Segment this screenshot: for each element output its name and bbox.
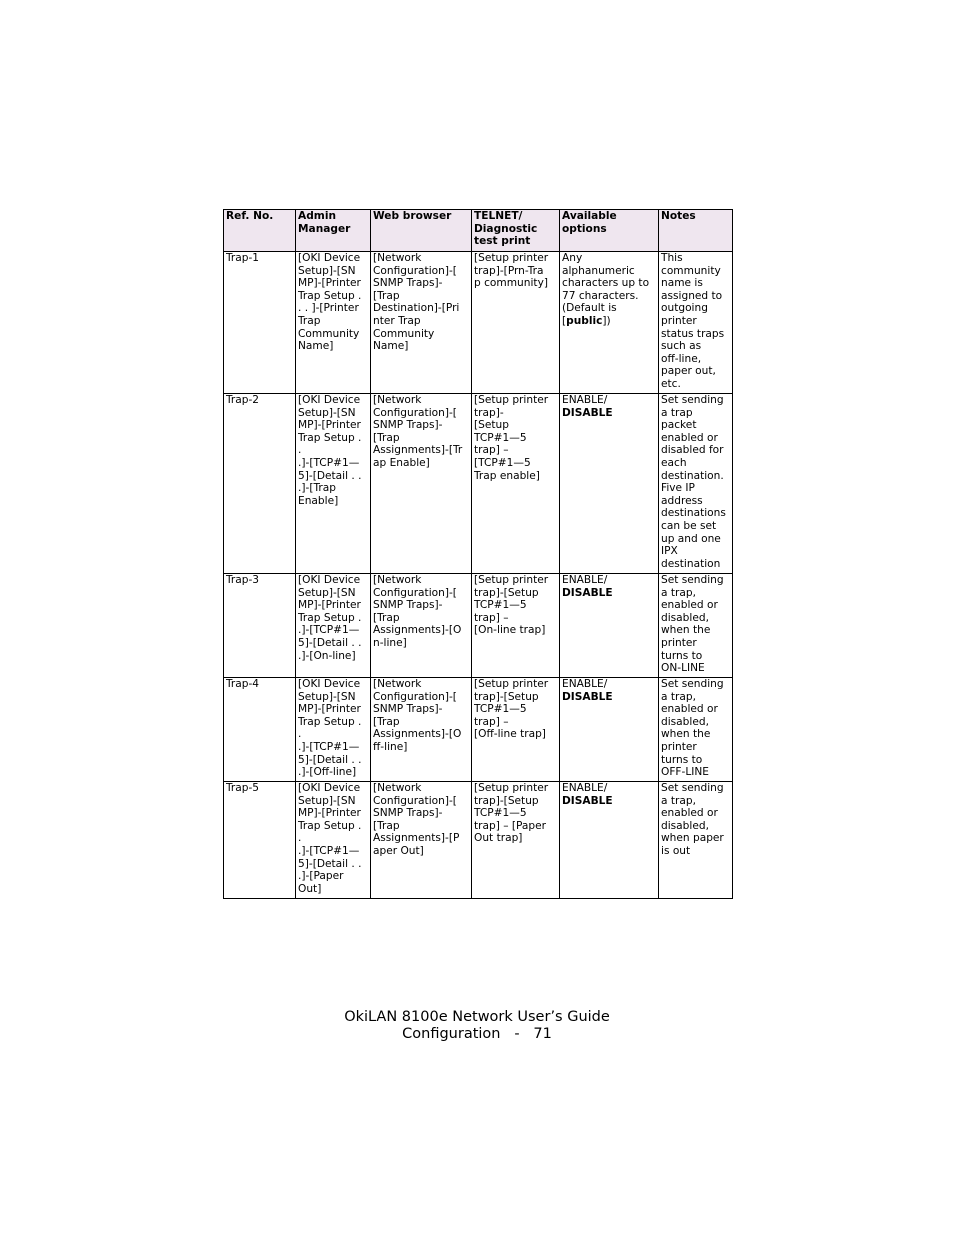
cell-line: [OKI Device xyxy=(298,574,361,586)
cell-line: Assignments]-[O xyxy=(373,624,462,637)
cell-notes xyxy=(659,252,733,394)
column-header-notes xyxy=(659,210,733,252)
cell-telnet-diagnostic xyxy=(472,678,560,782)
cell-available-options xyxy=(560,394,659,574)
table-row xyxy=(224,782,733,899)
cell-line: Trap-3 xyxy=(226,574,260,586)
cell-line xyxy=(562,265,656,278)
cell-line: Five IP xyxy=(661,482,695,495)
cell-line: up and one xyxy=(661,532,721,545)
cell-line: [Setup printer xyxy=(474,574,549,586)
cell-line: [OKI Device xyxy=(298,782,361,794)
cell-line: Enable] xyxy=(298,494,339,507)
table-body xyxy=(224,252,733,899)
cell-line: MP]-[Printer xyxy=(298,419,361,432)
cell-line: can be set xyxy=(661,519,717,532)
cell-line: [Setup printer xyxy=(474,678,549,690)
cell-line: trap]-[Prn-Tra xyxy=(474,264,544,277)
cell-line xyxy=(562,394,656,407)
cell-line: turns to xyxy=(661,649,703,662)
cell-web-browser xyxy=(371,678,472,782)
cell-line: name is xyxy=(661,277,703,290)
cell-line: Trap Setup . xyxy=(298,819,362,832)
cell-line: [OKI Device xyxy=(298,678,361,690)
cell-line: 5]-[Detail . . xyxy=(298,753,362,766)
cell-ref-no xyxy=(224,782,296,899)
cell-line: disabled, xyxy=(661,715,709,728)
cell-line: 5]-[Detail . . xyxy=(298,469,362,482)
footer-title: OkiLAN 8100e Network User’s Guide xyxy=(344,1009,610,1025)
cell-line: [Network xyxy=(373,678,422,690)
cell-line: n-line] xyxy=(373,636,407,649)
cell-text: characters up to xyxy=(562,277,650,290)
cell-line: .]-[Off-line] xyxy=(298,766,357,779)
cell-line: IPX xyxy=(661,545,678,558)
cell-line: [Trap xyxy=(373,611,400,624)
cell-line: [OKI Device xyxy=(298,252,361,264)
cell-notes xyxy=(659,574,733,678)
cell-line: .]-[Trap xyxy=(298,482,336,495)
cell-line: packet xyxy=(661,419,697,432)
cell-line: trap]-[Setup xyxy=(474,794,539,807)
cell-line: MP]-[Printer xyxy=(298,703,361,716)
cell-line: [OKI Device xyxy=(298,394,361,406)
cell-line: MP]-[Printer xyxy=(298,599,361,612)
column-header-line: Web browser xyxy=(373,210,452,222)
cell-web-browser xyxy=(371,394,472,574)
cell-line: Trap-5 xyxy=(226,782,260,794)
column-header-line: TELNET/ xyxy=(474,210,523,222)
cell-telnet-diagnostic xyxy=(472,574,560,678)
table-row xyxy=(224,678,733,782)
cell-line xyxy=(562,678,656,691)
cell-line: [Trap xyxy=(373,289,400,302)
table-header-row xyxy=(224,210,733,252)
cell-line: Assignments]-[P xyxy=(373,832,460,845)
cell-line: [Setup printer xyxy=(474,394,549,406)
cell-line: ON-LINE xyxy=(661,662,705,675)
cell-line: off-line, xyxy=(661,352,702,365)
cell-line: Setup]-[SN xyxy=(298,406,356,419)
cell-line: enabled or xyxy=(661,599,718,612)
cell-line: a trap, xyxy=(661,586,696,599)
cell-line: [Network xyxy=(373,782,422,794)
cell-line xyxy=(562,782,656,795)
cell-telnet-diagnostic xyxy=(472,782,560,899)
cell-line: Name] xyxy=(298,340,334,353)
cell-line: disabled, xyxy=(661,819,709,832)
cell-notes xyxy=(659,678,733,782)
cell-line: Assignments]-[O xyxy=(373,728,462,741)
cell-admin-manager xyxy=(296,394,371,574)
cell-line: Trap-1 xyxy=(226,252,260,264)
cell-line: trap]-[Setup xyxy=(474,690,539,703)
cell-line: Set sending xyxy=(661,782,724,794)
cell-line: .]-[On-line] xyxy=(298,649,356,662)
cell-line: . . ]-[Printer xyxy=(298,302,359,315)
cell-line: Community xyxy=(298,327,360,340)
cell-line: Trap-2 xyxy=(226,394,260,406)
cell-line: Out trap] xyxy=(474,832,523,845)
column-header-web-browser xyxy=(371,210,472,252)
column-header-available-options xyxy=(560,210,659,252)
cell-line: Community xyxy=(373,327,435,340)
cell-ref-no xyxy=(224,394,296,574)
cell-admin-manager xyxy=(296,252,371,394)
cell-line: SNMP Traps]- xyxy=(373,599,443,612)
cell-line: when the xyxy=(661,728,711,741)
cell-line xyxy=(562,252,656,265)
column-header-line: Ref. No. xyxy=(226,210,274,222)
cell-line: 5]-[Detail . . xyxy=(298,636,362,649)
column-header-admin-manager xyxy=(296,210,371,252)
cell-notes xyxy=(659,782,733,899)
cell-line: Trap xyxy=(298,314,321,327)
cell-line: Configuration]-[ xyxy=(373,406,457,419)
cell-line: .]-[TCP#1— xyxy=(298,624,360,637)
cell-available-options xyxy=(560,782,659,899)
cell-line: .]-[TCP#1— xyxy=(298,456,360,469)
cell-text: alphanumeric xyxy=(562,264,635,277)
cell-line: Trap enable] xyxy=(474,469,540,482)
column-header-line: Diagnostic xyxy=(474,222,538,235)
cell-line: assigned to xyxy=(661,289,723,302)
table-row xyxy=(224,252,733,394)
cell-web-browser xyxy=(371,782,472,899)
cell-line: community xyxy=(661,264,721,277)
cell-line: .]-[TCP#1— xyxy=(298,740,360,753)
table-row xyxy=(224,574,733,678)
cell-line: ap Enable] xyxy=(373,456,430,469)
cell-line: paper out, xyxy=(661,365,716,378)
cell-line: a trap xyxy=(661,406,693,419)
cell-line: Configuration]-[ xyxy=(373,586,457,599)
cell-line: Setup]-[SN xyxy=(298,690,356,703)
cell-telnet-diagnostic xyxy=(472,394,560,574)
cell-line: Set sending xyxy=(661,394,724,406)
cell-line: disabled for xyxy=(661,444,724,457)
cell-line: Setup]-[SN xyxy=(298,794,356,807)
cell-line: . xyxy=(298,444,302,457)
cell-ref-no xyxy=(224,252,296,394)
cell-line: Setup]-[SN xyxy=(298,264,356,277)
cell-line xyxy=(562,795,656,808)
cell-line: Assignments]-[Tr xyxy=(373,444,463,457)
cell-line: .]-[Paper xyxy=(298,870,344,883)
cell-line: TCP#1—5 xyxy=(474,807,527,820)
cell-web-browser xyxy=(371,252,472,394)
cell-admin-manager xyxy=(296,782,371,899)
cell-line: turns to xyxy=(661,753,703,766)
column-header-line: test print xyxy=(474,235,531,248)
cell-line: Trap Setup . xyxy=(298,715,362,728)
cell-line: TCP#1—5 xyxy=(474,599,527,612)
cell-line: status traps xyxy=(661,327,725,340)
cell-line: outgoing xyxy=(661,302,708,315)
cell-line: TCP#1—5 xyxy=(474,703,527,716)
cell-text-bold: DISABLE xyxy=(562,794,613,807)
cell-line: enabled or xyxy=(661,807,718,820)
cell-admin-manager xyxy=(296,574,371,678)
cell-line: Trap Setup . xyxy=(298,611,362,624)
cell-line: destination xyxy=(661,557,721,570)
cell-text: ]) xyxy=(602,314,611,327)
cell-text: ENABLE/ xyxy=(562,678,608,690)
column-header-ref-no xyxy=(224,210,296,252)
cell-line: SNMP Traps]- xyxy=(373,419,443,432)
cell-line: trap] – xyxy=(474,715,509,728)
cell-line: Set sending xyxy=(661,574,724,586)
cell-text-bold: DISABLE xyxy=(562,406,613,419)
cell-line xyxy=(562,290,656,303)
cell-line: Out] xyxy=(298,882,322,895)
column-header-line: Manager xyxy=(298,222,351,235)
cell-line xyxy=(562,691,656,704)
cell-line: trap] – [Paper xyxy=(474,819,547,832)
cell-line: printer xyxy=(661,740,697,753)
cell-line: [Off-line trap] xyxy=(474,728,546,741)
cell-line xyxy=(562,277,656,290)
cell-line: printer xyxy=(661,314,697,327)
cell-line: address xyxy=(661,494,703,507)
cell-line: This xyxy=(661,252,683,264)
column-header-line: Available xyxy=(562,210,617,222)
cell-line xyxy=(562,315,656,328)
cell-line xyxy=(562,587,656,600)
column-header-line: Admin xyxy=(298,210,336,222)
cell-line: etc. xyxy=(661,377,681,390)
cell-line: [Network xyxy=(373,574,422,586)
cell-text: Any xyxy=(562,252,583,264)
cell-line: trap] – xyxy=(474,444,509,457)
cell-text-bold: DISABLE xyxy=(562,586,613,599)
cell-line: . xyxy=(298,728,302,741)
cell-text: ENABLE/ xyxy=(562,782,608,794)
cell-line: trap] – xyxy=(474,611,509,624)
cell-telnet-diagnostic xyxy=(472,252,560,394)
cell-line: [On-line trap] xyxy=(474,624,546,637)
cell-line: Setup]-[SN xyxy=(298,586,356,599)
cell-line: enabled or xyxy=(661,431,718,444)
cell-line: a trap, xyxy=(661,690,696,703)
cell-ref-no xyxy=(224,678,296,782)
cell-available-options xyxy=(560,574,659,678)
cell-line: trap]-[Setup xyxy=(474,586,539,599)
cell-line xyxy=(562,574,656,587)
cell-line: [Network xyxy=(373,394,422,406)
cell-line: such as xyxy=(661,340,702,353)
cell-line: 5]-[Detail . . xyxy=(298,857,362,870)
cell-line: Set sending xyxy=(661,678,724,690)
cell-line: Name] xyxy=(373,340,409,353)
cell-notes xyxy=(659,394,733,574)
cell-line: [Setup printer xyxy=(474,782,549,794)
cell-line: is out xyxy=(661,844,691,857)
cell-line: [TCP#1—5 xyxy=(474,456,531,469)
cell-line: Configuration]-[ xyxy=(373,690,457,703)
cell-line: trap]- xyxy=(474,406,504,419)
column-header-telnet-diagnostic xyxy=(472,210,560,252)
cell-line: a trap, xyxy=(661,794,696,807)
cell-line: [Setup printer xyxy=(474,252,549,264)
cell-text: ENABLE/ xyxy=(562,394,608,406)
cell-line: [Trap xyxy=(373,819,400,832)
cell-text: 77 characters. xyxy=(562,289,639,302)
cell-line: destinations xyxy=(661,507,726,520)
trap-settings-table xyxy=(223,209,733,899)
footer-page-number: Configuration - 71 xyxy=(402,1026,552,1042)
cell-available-options xyxy=(560,252,659,394)
cell-line: enabled or xyxy=(661,703,718,716)
cell-line: MP]-[Printer xyxy=(298,807,361,820)
cell-line: destination. xyxy=(661,469,724,482)
table-row xyxy=(224,394,733,574)
cell-line: aper Out] xyxy=(373,844,424,857)
cell-text: [ xyxy=(562,314,567,327)
cell-line: [Setup xyxy=(474,419,509,432)
cell-line: [Trap xyxy=(373,431,400,444)
cell-line: . xyxy=(298,832,302,845)
cell-text-bold: DISABLE xyxy=(562,690,613,703)
cell-line: [Trap xyxy=(373,715,400,728)
cell-line: .]-[TCP#1— xyxy=(298,844,360,857)
cell-line: Destination]-[Pri xyxy=(373,302,460,315)
cell-line: SNMP Traps]- xyxy=(373,703,443,716)
cell-line: nter Trap xyxy=(373,314,421,327)
cell-line: disabled, xyxy=(661,611,709,624)
cell-line: Trap Setup . xyxy=(298,289,362,302)
cell-line: [Network xyxy=(373,252,422,264)
cell-line: SNMP Traps]- xyxy=(373,807,443,820)
column-header-line: options xyxy=(562,222,607,235)
cell-admin-manager xyxy=(296,678,371,782)
cell-line: each xyxy=(661,456,687,469)
cell-line: Configuration]-[ xyxy=(373,264,457,277)
cell-line: TCP#1—5 xyxy=(474,431,527,444)
cell-text-bold: public xyxy=(566,314,603,327)
cell-line: printer xyxy=(661,636,697,649)
cell-line: MP]-[Printer xyxy=(298,277,361,290)
cell-line: Configuration]-[ xyxy=(373,794,457,807)
column-header-line: Notes xyxy=(661,210,696,222)
cell-line: when paper xyxy=(661,832,724,845)
cell-ref-no xyxy=(224,574,296,678)
cell-line: ff-line] xyxy=(373,740,408,753)
cell-line: when the xyxy=(661,624,711,637)
cell-line xyxy=(562,302,656,315)
cell-line: SNMP Traps]- xyxy=(373,277,443,290)
cell-line: p community] xyxy=(474,277,548,290)
cell-line: Trap-4 xyxy=(226,678,260,690)
cell-line: Trap Setup . xyxy=(298,431,362,444)
cell-line xyxy=(562,407,656,420)
cell-text: (Default is xyxy=(562,302,617,315)
cell-line: OFF-LINE xyxy=(661,766,709,779)
cell-available-options xyxy=(560,678,659,782)
cell-web-browser xyxy=(371,574,472,678)
cell-text: ENABLE/ xyxy=(562,574,608,586)
